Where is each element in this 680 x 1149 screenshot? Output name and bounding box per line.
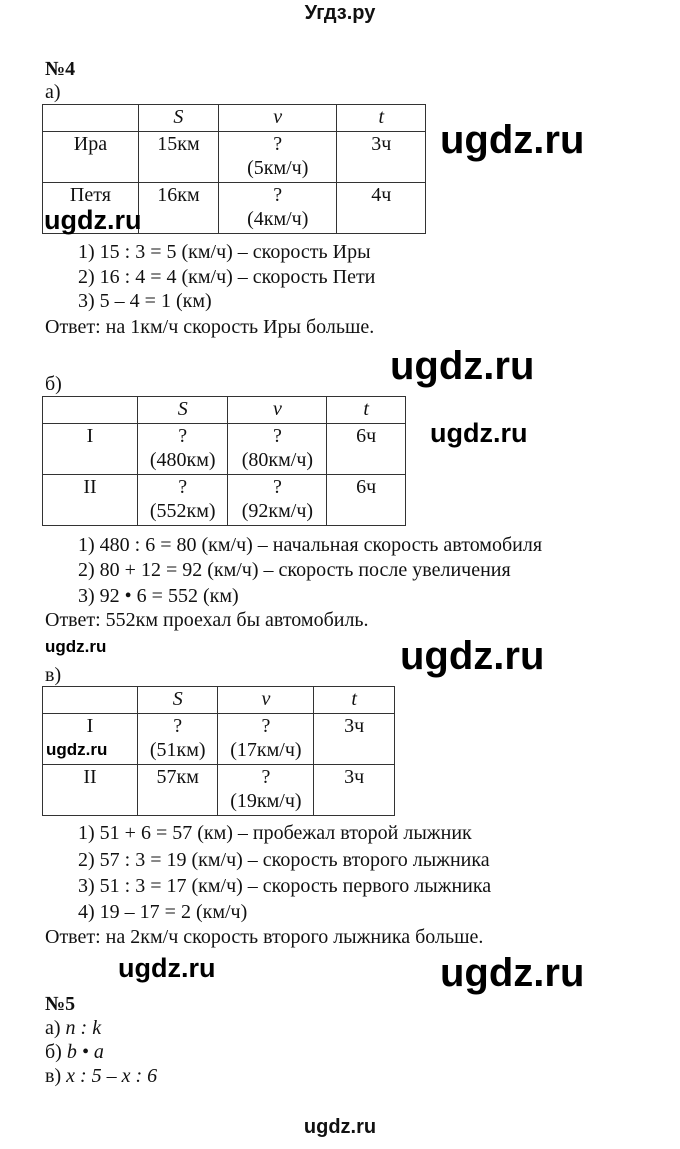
item-label: б) — [45, 1041, 67, 1063]
cell-line: 3ч — [344, 715, 365, 737]
table-cell — [337, 183, 426, 234]
column-header: t — [327, 397, 406, 424]
task-5-item — [45, 1016, 101, 1040]
part-c-step: 2) 57 : 3 = 19 (км/ч) – скорость второго лыжника — [78, 849, 490, 871]
item-label: в) — [45, 1065, 67, 1087]
column-header — [43, 105, 139, 132]
part-b-table — [42, 396, 406, 526]
cell-line: 6ч — [356, 425, 377, 447]
part-a-step: 1) 15 : 3 = 5 (км/ч) – скорость Иры — [78, 241, 371, 263]
table-cell — [219, 132, 337, 183]
table-header-row — [43, 687, 395, 714]
task-5-title: №5 — [45, 993, 76, 1015]
watermark: ugdz.ru — [440, 118, 585, 162]
cell-line: 16км — [157, 184, 200, 206]
column-header: t — [314, 687, 395, 714]
cell-line: ? — [272, 425, 282, 447]
column-header: v — [218, 687, 314, 714]
cell-line: Петя — [69, 184, 111, 206]
table-cell — [219, 183, 337, 234]
column-header — [43, 397, 138, 424]
table-cell — [337, 132, 426, 183]
cell-line: (80км/ч) — [241, 449, 314, 471]
table-cell — [327, 475, 406, 526]
column-header: S — [138, 687, 218, 714]
column-header: S — [138, 397, 228, 424]
cell-line: (4км/ч) — [247, 208, 309, 230]
cell-line: ? — [173, 715, 183, 737]
item-expression: x : 5 – x : 6 — [66, 1065, 158, 1087]
table-cell — [138, 475, 228, 526]
part-a-label: а) — [45, 81, 61, 103]
table-cell — [138, 132, 218, 183]
table-row — [43, 475, 406, 526]
item-expression: b • a — [66, 1041, 104, 1063]
part-c-label: в) — [45, 664, 62, 686]
table-header-row — [43, 105, 426, 132]
table-cell — [218, 765, 314, 816]
cell-line: (92км/ч) — [241, 500, 314, 522]
column-header: v — [219, 105, 337, 132]
column-header — [43, 687, 138, 714]
table-cell — [43, 424, 138, 475]
table-row — [43, 765, 395, 816]
column-header: S — [138, 105, 218, 132]
cell-line: (51км) — [149, 739, 206, 761]
table-cell — [43, 475, 138, 526]
part-a-step: 3) 5 – 4 = 1 (км) — [78, 290, 212, 312]
task-5-item — [45, 1040, 104, 1064]
watermark: ugdz.ru — [440, 951, 585, 995]
table-cell — [314, 765, 395, 816]
cell-line: ? — [261, 766, 271, 788]
watermark: ugdz.ru — [44, 205, 142, 235]
site-footer: ugdz.ru — [303, 1116, 377, 1138]
cell-line: 3ч — [344, 766, 365, 788]
cell-line: ? — [178, 425, 188, 447]
part-b-step: 1) 480 : 6 = 80 (км/ч) – начальная скорость автомобиля — [78, 534, 543, 556]
watermark: ugdz.ru — [118, 953, 216, 983]
table-cell — [138, 765, 218, 816]
cell-line: 4ч — [371, 184, 392, 206]
watermark: ugdz.ru — [45, 637, 107, 656]
item-label: а) — [45, 1017, 66, 1039]
table-cell — [327, 424, 406, 475]
table-cell — [43, 132, 139, 183]
cell-line: ? — [261, 715, 271, 737]
part-c-step: 3) 51 : 3 = 17 (км/ч) – скорость первого лыжника — [78, 875, 492, 897]
cell-line: ? — [273, 133, 283, 155]
table-cell — [218, 714, 314, 765]
cell-line: ? — [273, 184, 283, 206]
part-c-step: 1) 51 + 6 = 57 (км) – пробежал второй лыжник — [78, 822, 472, 844]
cell-line: (19км/ч) — [230, 790, 302, 812]
cell-line: 6ч — [356, 476, 377, 498]
cell-line: (552км) — [149, 500, 216, 522]
part-a-answer: Ответ: на 1км/ч скорость Иры больше. — [45, 316, 375, 338]
cell-line: 57км — [156, 766, 199, 788]
part-c-answer: Ответ: на 2км/ч скорость второго лыжника больше. — [45, 926, 484, 948]
part-b-label: б) — [45, 373, 62, 395]
column-header: v — [228, 397, 327, 424]
cell-line: ? — [272, 476, 282, 498]
cell-line: (5км/ч) — [247, 157, 309, 179]
table-cell — [314, 714, 395, 765]
cell-line: 15км — [157, 133, 200, 155]
table-cell — [138, 714, 218, 765]
watermark: ugdz.ru — [400, 634, 545, 678]
task-5-item — [45, 1064, 157, 1088]
watermark: ugdz.ru — [390, 344, 535, 388]
column-header: t — [337, 105, 426, 132]
part-a-step: 2) 16 : 4 = 4 (км/ч) – скорость Пети — [78, 266, 376, 288]
cell-line: I — [86, 425, 94, 447]
table-cell — [228, 475, 327, 526]
watermark: ugdz.ru — [46, 740, 108, 759]
table-row — [43, 132, 426, 183]
watermark: ugdz.ru — [430, 418, 528, 448]
cell-line: 3ч — [371, 133, 392, 155]
table-cell — [138, 424, 228, 475]
cell-line: II — [83, 476, 97, 498]
part-b-answer: Ответ: 552км проехал бы автомобиль. — [45, 609, 369, 631]
table-cell — [43, 765, 138, 816]
task-4-title: №4 — [45, 58, 76, 80]
item-expression: n : k — [65, 1017, 102, 1039]
site-header: Угдз.ру — [304, 2, 376, 24]
table-cell — [228, 424, 327, 475]
part-b-step: 3) 92 • 6 = 552 (км) — [78, 585, 239, 607]
cell-line: II — [83, 766, 97, 788]
part-b-step: 2) 80 + 12 = 92 (км/ч) – скорость после увеличения — [78, 559, 511, 581]
cell-line: Ира — [73, 133, 108, 155]
cell-line: (480км) — [149, 449, 216, 471]
cell-line: ? — [178, 476, 188, 498]
part-c-step: 4) 19 – 17 = 2 (км/ч) — [78, 901, 248, 923]
cell-line: (17км/ч) — [230, 739, 302, 761]
cell-line: I — [86, 715, 94, 737]
table-cell — [138, 183, 218, 234]
table-row — [43, 424, 406, 475]
table-header-row — [43, 397, 406, 424]
